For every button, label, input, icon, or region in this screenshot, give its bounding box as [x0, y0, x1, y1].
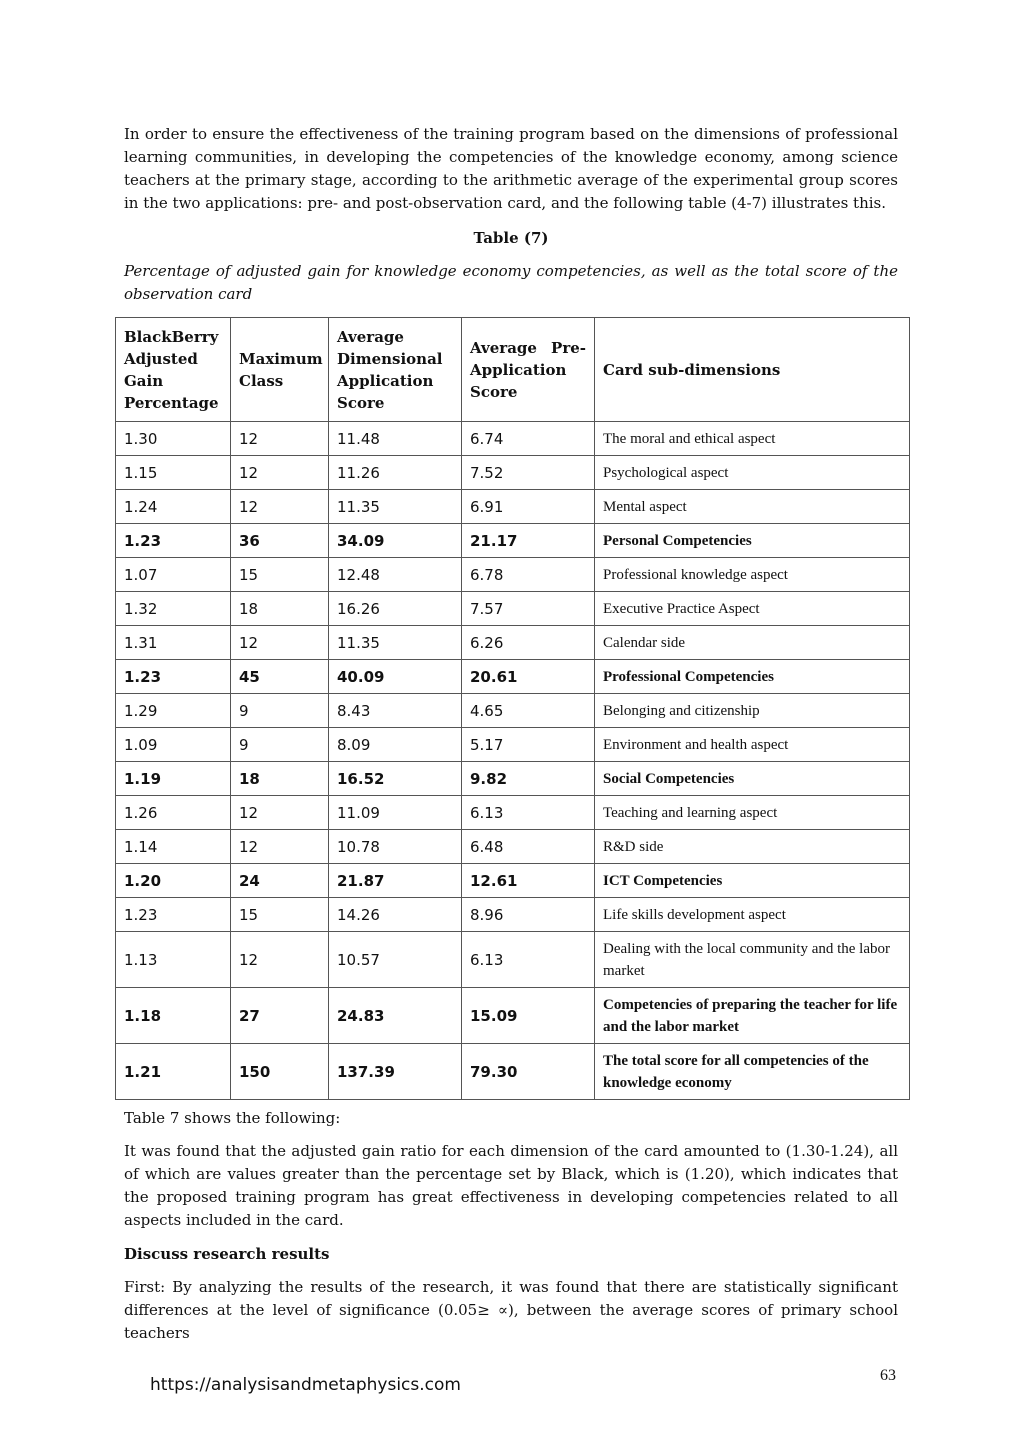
- table-title: Table (7): [473, 229, 549, 247]
- cell-gain: 1.23: [116, 898, 231, 932]
- cell-pre: 7.52: [462, 456, 595, 490]
- cell-max: 12: [231, 490, 329, 524]
- cell-label: Social Competencies: [595, 762, 910, 796]
- cell-max: 18: [231, 592, 329, 626]
- cell-label: Personal Competencies: [595, 524, 910, 558]
- cell-max: 12: [231, 626, 329, 660]
- cell-pre: 4.65: [462, 694, 595, 728]
- cell-label: Executive Practice Aspect: [595, 592, 910, 626]
- cell-max: 12: [231, 422, 329, 456]
- table-row: [116, 490, 910, 524]
- table-row: [116, 422, 910, 456]
- cell-label: Environment and health aspect: [595, 728, 910, 762]
- cell-label: Dealing with the local community and the labor market: [595, 932, 910, 988]
- cell-pre: 6.26: [462, 626, 595, 660]
- cell-post: 24.83: [329, 988, 462, 1044]
- intro-paragraph: In order to ensure the effectiveness of the training program based on the dimensions of professional learning communities, in developing the competencies of the knowledge economy, among science teachers at the primary stage, according to the arithmetic average of the experimental group scores in the two applications: pre- and post-observation card, and the following table (4-7) illustrates this.: [124, 125, 898, 212]
- cell-post: 21.87: [329, 864, 462, 898]
- cell-post: 10.78: [329, 830, 462, 864]
- cell-post: 34.09: [329, 524, 462, 558]
- cell-max: 9: [231, 728, 329, 762]
- cell-max: 18: [231, 762, 329, 796]
- table-row: [116, 830, 910, 864]
- cell-label: Professional knowledge aspect: [595, 558, 910, 592]
- cell-max: 27: [231, 988, 329, 1044]
- cell-gain: 1.30: [116, 422, 231, 456]
- cell-pre: 5.17: [462, 728, 595, 762]
- cell-label: Competencies of preparing the teacher for life and the labor market: [595, 988, 910, 1044]
- cell-pre: 9.82: [462, 762, 595, 796]
- header-gain: BlackBerry Adjusted Gain Percentage: [116, 318, 231, 422]
- cell-max: 15: [231, 898, 329, 932]
- page-number: 63: [880, 1367, 896, 1384]
- cell-gain: 1.24: [116, 490, 231, 524]
- cell-gain: 1.32: [116, 592, 231, 626]
- table-header-row: [116, 318, 910, 422]
- table-row: [116, 796, 910, 830]
- cell-pre: 7.57: [462, 592, 595, 626]
- cell-pre: 6.74: [462, 422, 595, 456]
- cell-max: 12: [231, 456, 329, 490]
- cell-label: Mental aspect: [595, 490, 910, 524]
- cell-gain: 1.07: [116, 558, 231, 592]
- cell-label: ICT Competencies: [595, 864, 910, 898]
- cell-post: 11.48: [329, 422, 462, 456]
- cell-post: 11.09: [329, 796, 462, 830]
- table-row: [116, 898, 910, 932]
- cell-gain: 1.09: [116, 728, 231, 762]
- header-post: Average Dimensional Application Score: [329, 318, 462, 422]
- cell-label: Teaching and learning aspect: [595, 796, 910, 830]
- cell-post: 8.43: [329, 694, 462, 728]
- cell-post: 11.26: [329, 456, 462, 490]
- cell-gain: 1.14: [116, 830, 231, 864]
- cell-pre: 6.78: [462, 558, 595, 592]
- cell-post: 12.48: [329, 558, 462, 592]
- table-caption: Percentage of adjusted gain for knowledge economy competencies, as well as the total score of the observation card: [124, 262, 898, 303]
- section-heading: Discuss research results: [124, 1245, 330, 1263]
- cell-label: Life skills development aspect: [595, 898, 910, 932]
- cell-max: 12: [231, 932, 329, 988]
- cell-pre: 6.48: [462, 830, 595, 864]
- header-pre: Average Pre-Application Score: [462, 318, 595, 422]
- cell-max: 12: [231, 796, 329, 830]
- table-summary-intro: Table 7 shows the following:: [124, 1109, 341, 1127]
- header-label: Card sub-dimensions: [595, 318, 910, 422]
- cell-max: 45: [231, 660, 329, 694]
- cell-pre: 20.61: [462, 660, 595, 694]
- table-row: [116, 524, 910, 558]
- cell-label: Psychological aspect: [595, 456, 910, 490]
- cell-pre: 12.61: [462, 864, 595, 898]
- cell-post: 40.09: [329, 660, 462, 694]
- cell-post: 11.35: [329, 626, 462, 660]
- table-row: [116, 660, 910, 694]
- competencies-table: [115, 317, 910, 1100]
- table-row: [116, 694, 910, 728]
- table-row: [116, 762, 910, 796]
- cell-gain: 1.21: [116, 1044, 231, 1100]
- cell-post: 137.39: [329, 1044, 462, 1100]
- result-paragraph: It was found that the adjusted gain ratio for each dimension of the card amounted to (1.30-1.24), all of which are values greater than the percentage set by Black, which is (1.20), which indicates that the proposed training program has great effectiveness in developing competencies related to all aspects included in the card.: [124, 1142, 898, 1229]
- table-row: [116, 728, 910, 762]
- table-row: [116, 988, 910, 1044]
- cell-gain: 1.23: [116, 524, 231, 558]
- cell-post: 16.52: [329, 762, 462, 796]
- cell-gain: 1.23: [116, 660, 231, 694]
- cell-gain: 1.31: [116, 626, 231, 660]
- cell-pre: 8.96: [462, 898, 595, 932]
- cell-gain: 1.29: [116, 694, 231, 728]
- cell-post: 14.26: [329, 898, 462, 932]
- cell-label: The moral and ethical aspect: [595, 422, 910, 456]
- cell-gain: 1.19: [116, 762, 231, 796]
- cell-pre: 15.09: [462, 988, 595, 1044]
- table-row: [116, 456, 910, 490]
- cell-post: 8.09: [329, 728, 462, 762]
- table-row: [116, 1044, 910, 1100]
- cell-pre: 6.13: [462, 932, 595, 988]
- table-row: [116, 592, 910, 626]
- cell-pre: 79.30: [462, 1044, 595, 1100]
- cell-max: 12: [231, 830, 329, 864]
- cell-label: Professional Competencies: [595, 660, 910, 694]
- header-max: Maximum Class: [231, 318, 329, 422]
- table-row: [116, 558, 910, 592]
- cell-label: Calendar side: [595, 626, 910, 660]
- cell-label: The total score for all competencies of the knowledge economy: [595, 1044, 910, 1100]
- cell-gain: 1.18: [116, 988, 231, 1044]
- discussion-paragraph: First: By analyzing the results of the research, it was found that there are statistically significant differences at the level of significance (0.05≥ ∝), between the average scores of primary school teachers: [124, 1278, 898, 1342]
- cell-pre: 6.91: [462, 490, 595, 524]
- table-row: [116, 932, 910, 988]
- cell-gain: 1.15: [116, 456, 231, 490]
- cell-post: 11.35: [329, 490, 462, 524]
- footer-url: https://analysisandmetaphysics.com: [150, 1375, 461, 1395]
- cell-post: 10.57: [329, 932, 462, 988]
- cell-post: 16.26: [329, 592, 462, 626]
- cell-label: Belonging and citizenship: [595, 694, 910, 728]
- cell-max: 150: [231, 1044, 329, 1100]
- cell-pre: 21.17: [462, 524, 595, 558]
- cell-max: 24: [231, 864, 329, 898]
- cell-pre: 6.13: [462, 796, 595, 830]
- cell-gain: 1.20: [116, 864, 231, 898]
- table-row: [116, 864, 910, 898]
- table-body: [116, 422, 910, 1100]
- cell-max: 9: [231, 694, 329, 728]
- cell-gain: 1.13: [116, 932, 231, 988]
- cell-gain: 1.26: [116, 796, 231, 830]
- cell-max: 15: [231, 558, 329, 592]
- cell-label: R&D side: [595, 830, 910, 864]
- table-row: [116, 626, 910, 660]
- cell-max: 36: [231, 524, 329, 558]
